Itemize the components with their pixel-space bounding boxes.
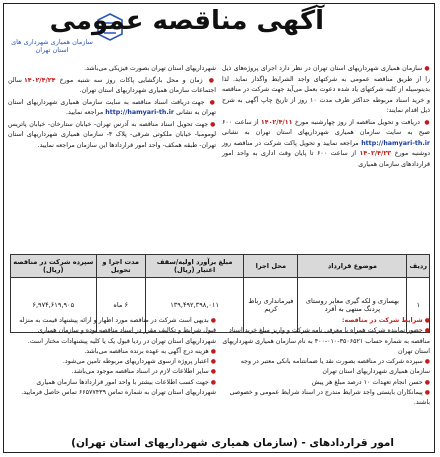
- receive-text: ● دریافت و تحویل مناقصه از روز چهارشنبه مورخ ۱۴۰۲/۴/۱۱ از ساعت ۶۰۰ صبح به سایت سازمان همیاری شهرداریهای استان تهران به نشانی http://hamyari-th.ir مراجعه نمایید و تحویل پاکت شرکت در مناقصه روز دوشنبه مورخ ۱۴۰۲/۴/۲۳ از ساعت ۶۰۰ تا پایان وقت اداری به واحد امور قراردادهای سازمان همیاری: [222, 118, 430, 171]
- col-deposit: سپرده شرکت در مناقصه (ریال): [11, 255, 97, 278]
- condition-item: ● حضور نماینده شرکت همراه با معرفی نامه شرکت و واریز مبلغ خرید اسناد مناقصه به شماره حساب ۳۵۰۶۵۲۱-۰۱۰-۴۰۰ به نام سازمان همیاری شهرداریهای استان تهران: [222, 326, 430, 357]
- page-title: آگهی مناقصه عمومی: [49, 6, 324, 36]
- notes-right: [222, 316, 430, 409]
- note-item: ● جهت کسب اطلاعات بیشتر با واحد امور قراردادها سازمان همیاری شهرداریهای استان تهران به شماره تماس ۶۶۵۷۷۴۳۹ تماس حاصل فرمایید.: [8, 378, 216, 399]
- col-duration: مدت اجرا و تحویل: [96, 255, 145, 278]
- col-location: محل اجرا: [244, 255, 298, 278]
- footer: امور قراردادهای - (سازمان همیاری شهرداریهای استان تهران): [71, 437, 394, 449]
- documents-text: ● جهت دریافت اسناد مناقصه به سایت سازمان همیاری شهرداریهای استان تهران به نشانی http://hamyari-th.ir مراجعه نمایید.: [8, 98, 216, 119]
- notes-left: [8, 316, 216, 398]
- condition-item: ● حسن انجام تعهدات ۱۰ درصد مبلغ هر پیش: [222, 378, 430, 388]
- col-row-number: ردیف: [407, 255, 430, 278]
- header: [4, 4, 434, 62]
- note-item: ● بدیهی است شرکت در مناقصه مورد اظهار و ارائه پیشنهاد قیمت به منزله قبول شرایط و تکالیف مقرر در اسناد مناقصه بوده و سازمان همیاری شهرداریهای استان تهران در ردیا قبول یک یا کلیه پیشنهادات مختار است.: [8, 316, 216, 347]
- intro-left-column: [8, 64, 216, 152]
- row-location: فیرمانداری رباط کریم: [244, 278, 298, 333]
- intro-columns: [8, 64, 430, 252]
- logo-text: سازمان همیاری شهرداری های استان تهران: [11, 38, 93, 54]
- note-item: ● اعتبار پروژه ازسوی شهرداریهای مربوطه تامین می‌شود.: [8, 357, 216, 367]
- row-duration: ۶ ماه: [96, 278, 145, 333]
- col-estimate: مبلغ برآورد اولیه/سقف اعتبار (ریال): [145, 255, 243, 278]
- intro-text: ● سازمان همیاری شهرداریهای استان تهران در نظر دارد اجرای پروژه‌های ذیل را از طریق مناقصه عمومی به شرکتهای واجد الشرایط واگذار نماید. لذا بدینوسیله از کلیه شرکتهای یاد شده دعوت بعمل می‌آید جهت شرکت در مناقصه و خرید اسناد مربوطه حداکثر ظرف مدت ۱۰ روز از تاریخ چاپ آگهی به شرح ذیل اقدام نمایند:: [222, 64, 430, 117]
- address-text: ● جهت تحویل اسناد مناقصه به آدرس تهران- خیابان ستارخان- خیابان پاتریس لومومبا- خیابان ملکوتی شرقی- پلاک ۴- سازمان همیاری شهرداریهای استان تهران- طبقه همکف- واحد امور قراردادها این سازمان مراجعه نمایید.: [8, 120, 216, 152]
- intro-right-column: [222, 64, 430, 171]
- row-deposit: ۶,۹۷۴,۶۱۹,۹۰۵: [11, 278, 97, 333]
- col-subject: موضوع قرارداد: [298, 255, 407, 278]
- condition-item: ● سپرده شرکت در مناقصه بصورت نقد یا ضمانتنامه بانکی معتبر در وجه سازمان همیاری شهرداریهای استان تهران: [222, 357, 430, 378]
- table-header-row: [11, 255, 430, 278]
- documents-site-link[interactable]: http://hamyari-th.ir: [105, 109, 175, 116]
- conditions-heading: ● شرایط شرکت در مناقصه:: [222, 316, 430, 326]
- left-text-a: شهرداریهای استان تهران بصورت فیزیکی می‌باشد.: [84, 65, 216, 72]
- notes: [8, 316, 430, 436]
- hamyari-site-link[interactable]: http://hamyari-th.ir: [361, 139, 430, 147]
- condition-item: ● پیمانکاران بایستی واجد شرایط مندرج در اسناد شرایط عمومی و خصوصی باشند.: [222, 388, 430, 409]
- row-number: ۱: [407, 278, 430, 333]
- note-item: ● هزینه درج آگهی به عهده برنده مناقصه می‌باشد.: [8, 347, 216, 357]
- advertisement-frame: [3, 3, 435, 453]
- opening-text: ● زمان و محل بازگشایی پاکات روز سه شنبه مورخ ۱۴۰۲/۴/۲۴ سالن اجتماعات سازمان همیاری شهرداریهای استان تهران.: [8, 76, 216, 97]
- row-estimate: ۱۳۹,۴۹۲,۳۹۸,۰۱۱: [145, 278, 243, 333]
- note-item: ● سایر اطلاعات لازم در اسناد مناقصه موجود می‌باشد.: [8, 367, 216, 377]
- row-subject: بهسازی و لکه گیری معابر روستای پردنگ منتهی به آقرد: [298, 278, 407, 333]
